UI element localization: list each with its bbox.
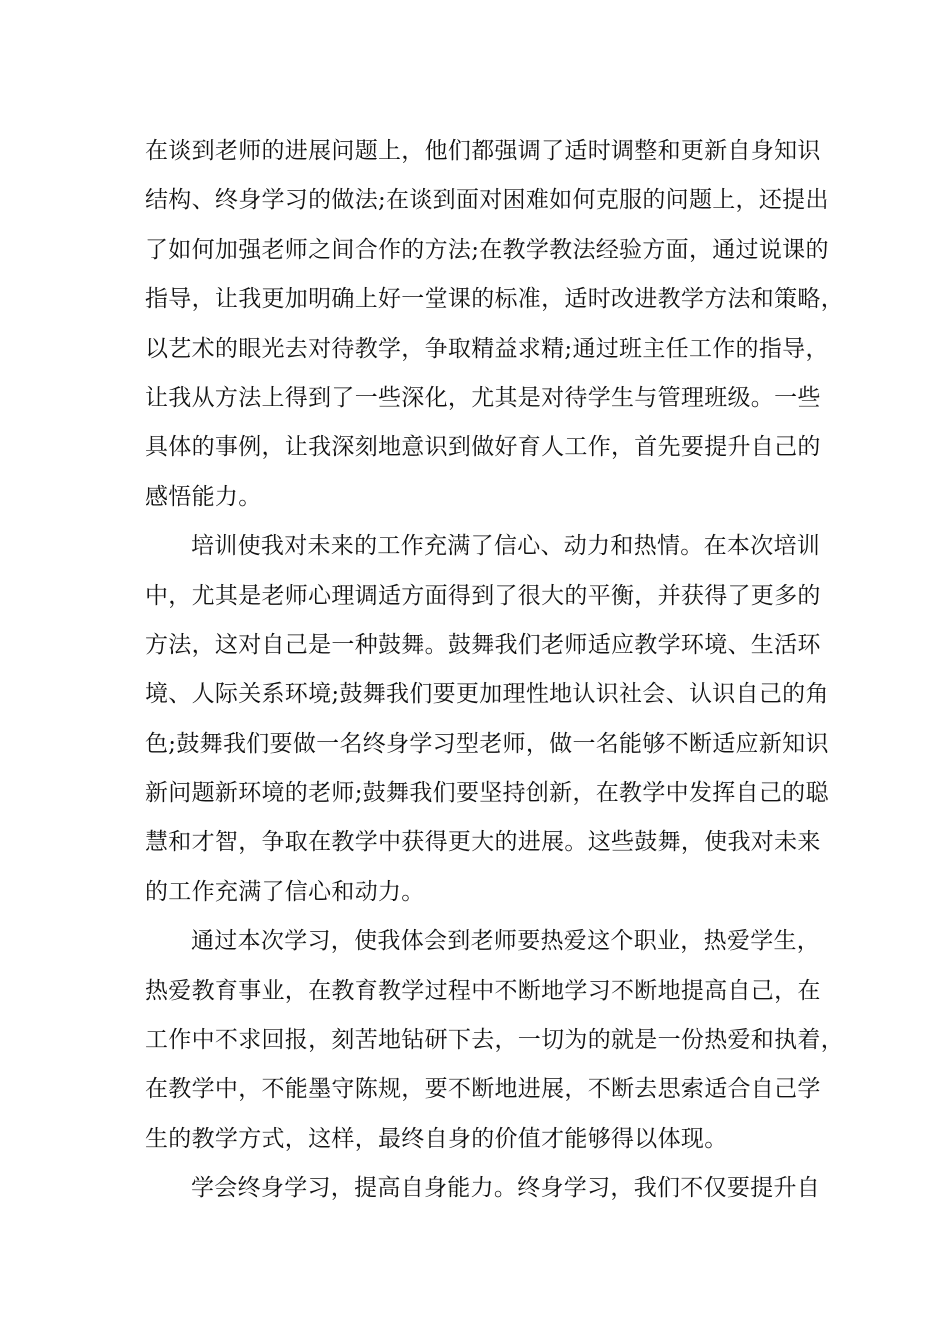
text-line: 让我从方法上得到了一些深化，尤其是对待学生与管理班级。一些: [145, 384, 821, 411]
text-line: 在谈到老师的进展问题上，他们都强调了适时调整和更新自身知识: [145, 138, 821, 164]
text-line: 境、人际关系环境;鼓舞我们要更加理性地认识社会、认识自己的角: [145, 681, 829, 708]
text-line: 结构、终身学习的做法;在谈到面对困难如何克服的问题上，还提出: [145, 187, 829, 214]
text-line: 生的教学方式，这样，最终自身的价值才能够得以体现。: [145, 1125, 728, 1152]
text-line: 慧和才智，争取在教学中获得更大的进展。这些鼓舞，使我对未来: [145, 829, 821, 856]
paragraph-first-line: 通过本次学习，使我体会到老师要热爱这个职业，热爱学生，: [191, 928, 821, 955]
text-line: 感悟能力。: [145, 483, 262, 510]
text-line: 在教学中，不能墨守陈规，要不断地进展，不断去思索适合自己学: [145, 1076, 821, 1103]
text-line: 工作中不求回报，刻苦地钻研下去，一切为的就是一份热爱和执着，: [145, 1027, 844, 1054]
text-line: 了如何加强老师之间合作的方法;在教学教法经验方面，通过说课的: [145, 236, 829, 263]
body-text: [145, 127, 844, 1214]
text-line: 具体的事例，让我深刻地意识到做好育人工作，首先要提升自己的: [145, 434, 821, 461]
text-line: 指导，让我更加明确上好一堂课的标准，适时改进教学方法和策略，: [145, 286, 844, 313]
paragraph-first-line: 学会终身学习，提高自身能力。终身学习，我们不仅要提升自: [191, 1175, 821, 1202]
text-line: 以艺术的眼光去对待教学，争取精益求精;通过班主任工作的指导，: [145, 335, 829, 362]
text-line: 热爱教育事业，在教育教学过程中不断地学习不断地提高自己，在: [145, 977, 821, 1004]
text-line: 新问题新环境的老师;鼓舞我们要坚持创新，在教学中发挥自己的聪: [145, 780, 829, 807]
text-line: 方法，这对自己是一种鼓舞。鼓舞我们老师适应教学环境、生活环: [145, 631, 821, 658]
paragraph-first-line: 培训使我对未来的工作充满了信心、动力和热情。在本次培训: [191, 533, 821, 560]
text-line: 中，尤其是老师心理调适方面得到了很大的平衡，并获得了更多的: [145, 582, 821, 609]
text-line: 色;鼓舞我们要做一名终身学习型老师，做一名能够不断适应新知识: [145, 730, 829, 757]
text-line: 的工作充满了信心和动力。: [145, 878, 425, 905]
